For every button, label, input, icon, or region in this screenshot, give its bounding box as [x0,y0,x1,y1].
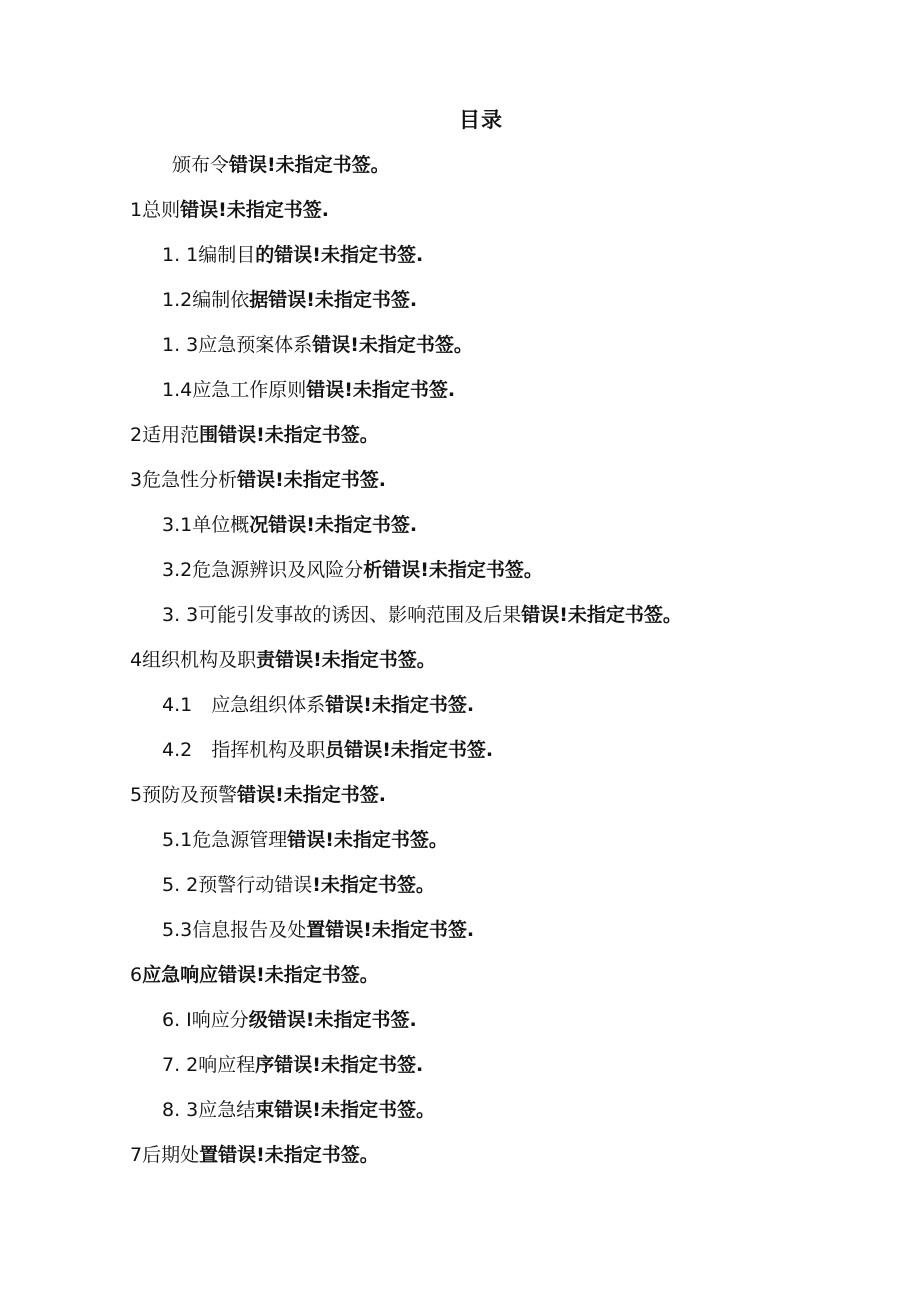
toc-entry-emphasis: 况 [249,514,269,536]
toc-entry [0,327,682,372]
toc-entry-page-ref: 错误!未指定书签. [237,784,386,806]
toc-entry-label: 4组织机构及职 [130,649,257,671]
toc-entry-page-ref: 错误!未指定书签。 [287,829,448,851]
toc-entry-page-ref: 错误!未指定书签。 [521,604,682,626]
toc-entry-page-ref: 错误!未指定书签. [237,469,386,491]
toc-entry [0,912,682,957]
toc-entry-page-ref: 错误!未指定书签。 [218,964,379,986]
toc-entry-label: 5.3信息报告及处 [162,919,307,941]
toc-entry-emphasis: 员 [325,739,345,761]
toc-entry-page-ref: 错误!未指定书签。 [382,559,543,581]
toc-entry [0,1002,682,1047]
toc-entry [0,597,682,642]
toc-entry-emphasis: 应急响应 [142,964,219,986]
toc-entry-page-ref: 错误!未指定书签. [274,1054,424,1076]
toc-entry-page-ref: 错误!未指定书签. [274,244,424,266]
toc-entry-emphasis: 据 [249,289,269,311]
toc-entry [0,1092,682,1137]
toc-entry-page-ref: 错误!未指定书签. [325,919,475,941]
toc-entry-label: 1. 1编制目 [162,244,256,266]
toc-entry [0,237,682,282]
toc-entry-label: 颁布令 [172,154,230,176]
toc-entry-label: 5. 2预警行动错误 [162,874,313,896]
toc-entry-page-ref: 错误!未指定书签. [344,739,494,761]
toc-entry-label: 5.1危急源管理 [162,829,288,851]
toc-entry-emphasis: 置 [306,919,326,941]
toc-entry-emphasis: 的 [255,244,275,266]
toc-entry-label: 7. 2响应程 [162,1054,256,1076]
toc-entry [0,552,682,597]
toc-entry [0,147,682,192]
toc-entry [0,1047,682,1092]
toc-entry [0,867,682,912]
toc-entry-label: 4.1 应急组织体系 [162,694,326,716]
toc-entry [0,1137,682,1182]
toc-entry-emphasis: 序 [255,1054,275,1076]
toc-entry-page-ref: 错误!未指定书签。 [312,334,473,356]
toc-entry-label: 2适用范 [130,424,200,446]
toc-entry-label: 8. 3应急结 [162,1099,256,1121]
toc-entry-emphasis: 围 [199,424,219,446]
toc-entry-page-ref: 错误!未指定书签. [325,694,475,716]
toc-entry-label: 1.4应急工作原则 [162,379,307,401]
toc-entry [0,192,682,237]
toc-entry [0,642,682,687]
toc-entry-label: 1.2编制依 [162,289,250,311]
toc-entry-page-ref: !未指定书签。 [312,874,435,896]
toc-entry [0,957,682,1002]
toc-entry-emphasis: 束 [255,1099,275,1121]
toc-entry [0,282,682,327]
toc-entry-label: 7后期处 [130,1144,200,1166]
toc-entry-label: 3危急性分析 [130,469,238,491]
toc-list [0,147,682,1182]
toc-entry [0,822,682,867]
toc-entry-page-ref: 错误!未指定书签。 [274,1099,435,1121]
toc-entry-label: 3. 3可能引发事故的诱因、影响范围及后果 [162,604,522,626]
toc-entry-label: 4.2 指挥机构及职 [162,739,326,761]
toc-entry-label: 1总则 [130,199,181,221]
toc-entry [0,777,682,822]
toc-entry [0,417,682,462]
toc-entry-page-ref: 错误!未指定书签。 [229,154,390,176]
toc-entry-page-ref: 错误!未指定书签。 [218,424,379,446]
toc-entry-label: 5预防及预警 [130,784,238,806]
toc-entry [0,507,682,552]
toc-entry-emphasis: 级 [248,1009,268,1031]
toc-entry-label: 3.1单位概 [162,514,250,536]
toc-entry [0,687,682,732]
toc-entry-page-ref: 错误!未指定书签. [268,514,418,536]
toc-entry-emphasis: 析 [363,559,383,581]
toc-entry-page-ref: 错误!未指定书签. [267,1009,417,1031]
toc-entry-page-ref: 错误!未指定书签. [268,289,418,311]
toc-entry-emphasis: 置 [199,1144,219,1166]
toc-entry-label: 6. I响应分 [162,1009,249,1031]
toc-entry-label: 1. 3应急预案体系 [162,334,313,356]
toc-entry [0,462,682,507]
toc-entry-page-ref: 错误!未指定书签. [306,379,456,401]
toc-entry-label: 6 [130,964,143,986]
toc-entry-page-ref: 错误!未指定书签。 [218,1144,379,1166]
toc-entry-page-ref: 错误!未指定书签. [180,199,329,221]
toc-entry-emphasis: 责 [256,649,276,671]
toc-entry-page-ref: 错误!未指定书签。 [275,649,436,671]
toc-title: 目录 [459,108,503,132]
toc-entry [0,372,682,417]
toc-entry [0,732,682,777]
toc-entry-label: 3.2危急源辨识及风险分 [162,559,364,581]
